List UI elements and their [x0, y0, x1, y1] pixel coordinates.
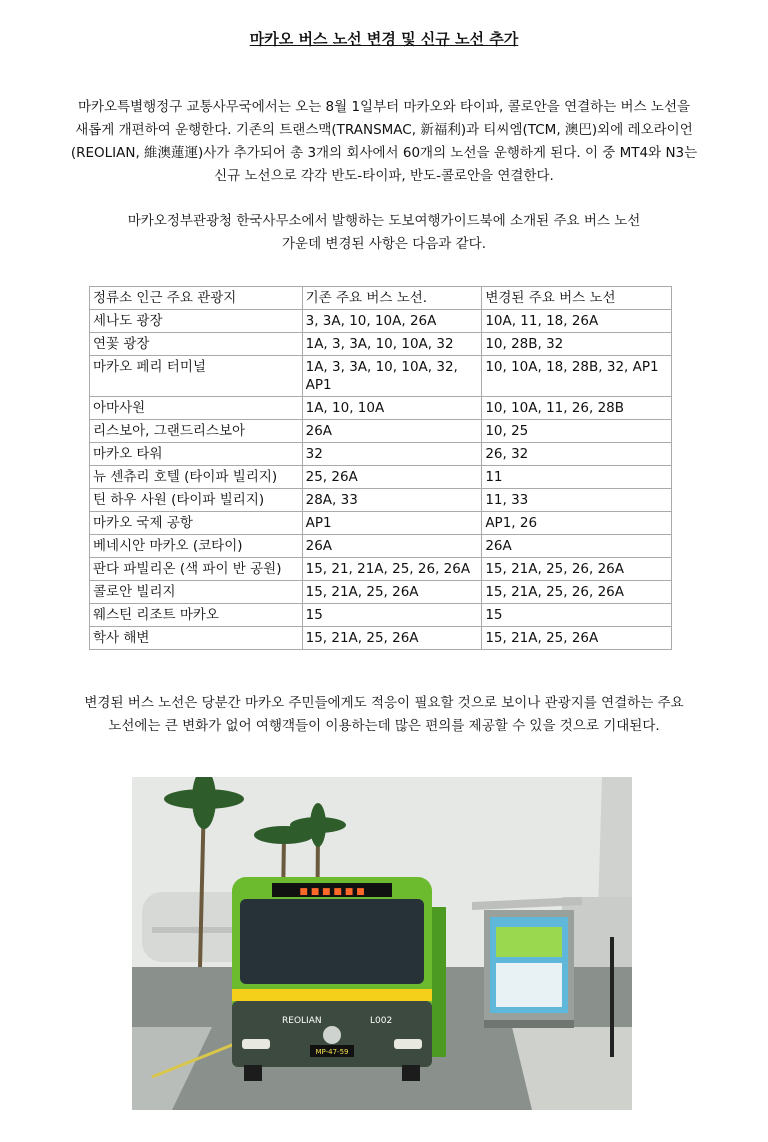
guide-paragraph — [40, 210, 728, 256]
guide-line: 가운데 변경된 사항은 다음과 같다. — [281, 236, 487, 252]
intro-line: 마카오특별행정구 교통사무국에서는 오는 8월 1일부터 마카오와 타이파, 콜로안을 연결하는 버스 노선을 — [77, 99, 691, 115]
table-row — [90, 420, 672, 443]
closing-paragraph — [40, 692, 728, 738]
cell-attraction: 틴 하우 사원 (타이파 빌리지) — [90, 489, 303, 512]
table-row — [90, 558, 672, 581]
cell-new-routes: 15, 21A, 25, 26, 26A — [482, 558, 672, 581]
table-row — [90, 627, 672, 650]
table-row — [90, 397, 672, 420]
cell-new-routes: AP1, 26 — [482, 512, 672, 535]
closing-line: 노선에는 큰 변화가 없어 여행객들이 이용하는데 많은 편의를 제공할 수 있을 것으로 기대된다. — [108, 718, 660, 734]
table-row — [90, 581, 672, 604]
table-row — [90, 466, 672, 489]
bus-brand-text: REOLIAN — [282, 1016, 322, 1026]
table-row — [90, 604, 672, 627]
cell-new-routes: 15, 21A, 25, 26A — [482, 627, 672, 650]
cell-old-routes: AP1 — [302, 512, 482, 535]
cell-attraction: 베네시안 마카오 (코타이) — [90, 535, 303, 558]
header-new-routes: 변경된 주요 버스 노선 — [482, 287, 672, 310]
table-row — [90, 535, 672, 558]
bus-route-table — [89, 286, 672, 650]
cell-old-routes: 1A, 10, 10A — [302, 397, 482, 420]
cell-attraction: 마카오 국제 공항 — [90, 512, 303, 535]
plate-text: MP-47-59 — [315, 1048, 349, 1056]
cell-attraction: 리스보아, 그랜드리스보아 — [90, 420, 303, 443]
cell-old-routes: 15, 21A, 25, 26A — [302, 581, 482, 604]
cell-old-routes: 15, 21, 21A, 25, 26, 26A — [302, 558, 482, 581]
header-old-routes: 기존 주요 버스 노선. — [302, 287, 482, 310]
bus — [232, 877, 446, 1081]
table-row — [90, 443, 672, 466]
closing-line: 변경된 버스 노선은 당분간 마카오 주민들에게도 적응이 필요할 것으로 보이나 관광지를 연결하는 주요 — [84, 695, 684, 711]
cell-new-routes: 10A, 11, 18, 26A — [482, 310, 672, 333]
bus-number-text: L002 — [370, 1016, 393, 1026]
cell-old-routes: 3, 3A, 10, 10A, 26A — [302, 310, 482, 333]
cell-old-routes: 1A, 3, 3A, 10, 10A, 32 — [302, 333, 482, 356]
intro-paragraph — [40, 96, 728, 188]
cell-old-routes: 28A, 33 — [302, 489, 482, 512]
cell-attraction: 판다 파빌리온 (색 파이 반 공원) — [90, 558, 303, 581]
intro-line: (REOLIAN, 維澳蓮運)사가 추가되어 총 3개의 회사에서 60개의 노선을 운행하게 된다. 이 중 MT4와 N3는 — [70, 145, 698, 161]
cell-new-routes: 26, 32 — [482, 443, 672, 466]
cell-attraction: 마카오 타워 — [90, 443, 303, 466]
cell-attraction: 웨스틴 리조트 마카오 — [90, 604, 303, 627]
cell-new-routes: 10, 25 — [482, 420, 672, 443]
cell-old-routes: 15 — [302, 604, 482, 627]
cell-old-routes: 25, 26A — [302, 466, 482, 489]
bus-photo-illustration — [132, 777, 632, 1110]
cell-new-routes: 10, 28B, 32 — [482, 333, 672, 356]
cell-new-routes: 26A — [482, 535, 672, 558]
table-row — [90, 356, 672, 397]
cell-old-routes: 1A, 3, 3A, 10, 10A, 32, AP1 — [302, 356, 482, 397]
cell-attraction: 콜로안 빌리지 — [90, 581, 303, 604]
cell-attraction: 아마사원 — [90, 397, 303, 420]
bus-shelter — [472, 897, 582, 1028]
cell-new-routes: 15, 21A, 25, 26, 26A — [482, 581, 672, 604]
cell-old-routes: 26A — [302, 535, 482, 558]
cell-new-routes: 10, 10A, 18, 28B, 32, AP1 — [482, 356, 672, 397]
table-row — [90, 489, 672, 512]
cell-attraction: 세나도 광장 — [90, 310, 303, 333]
cell-old-routes: 26A — [302, 420, 482, 443]
cell-new-routes: 11 — [482, 466, 672, 489]
table-row — [90, 512, 672, 535]
table-header-row — [90, 287, 672, 310]
header-attraction: 정류소 인근 주요 관광지 — [90, 287, 303, 310]
cell-attraction: 마카오 페리 터미널 — [90, 356, 303, 397]
table-row — [90, 310, 672, 333]
cell-new-routes: 15 — [482, 604, 672, 627]
article-title: 마카오 버스 노선 변경 및 신규 노선 추가 — [249, 30, 519, 48]
cell-attraction: 뉴 센츄리 호텔 (타이파 빌리지) — [90, 466, 303, 489]
cell-attraction: 학사 해변 — [90, 627, 303, 650]
guide-line: 마카오정부관광청 한국사무소에서 발행하는 도보여행가이드북에 소개된 주요 버스 노선 — [127, 213, 641, 229]
svg-text:■ ■ ■ ■ ■ ■: ■ ■ ■ ■ ■ ■ — [299, 887, 365, 897]
cell-attraction: 연꽃 광장 — [90, 333, 303, 356]
bus-photo — [132, 777, 632, 1110]
intro-line: 신규 노선으로 각각 반도-타이파, 반도-콜로안을 연결한다. — [214, 168, 554, 184]
cell-old-routes: 15, 21A, 25, 26A — [302, 627, 482, 650]
table-row — [90, 333, 672, 356]
cell-new-routes: 10, 10A, 11, 26, 28B — [482, 397, 672, 420]
cell-old-routes: 32 — [302, 443, 482, 466]
intro-line: 새롭게 개편하여 운행한다. 기존의 트랜스맥(TRANSMAC, 新福利)과 티씨엠(TCM, 澳巴)외에 레오라이언 — [75, 122, 693, 138]
cell-new-routes: 11, 33 — [482, 489, 672, 512]
